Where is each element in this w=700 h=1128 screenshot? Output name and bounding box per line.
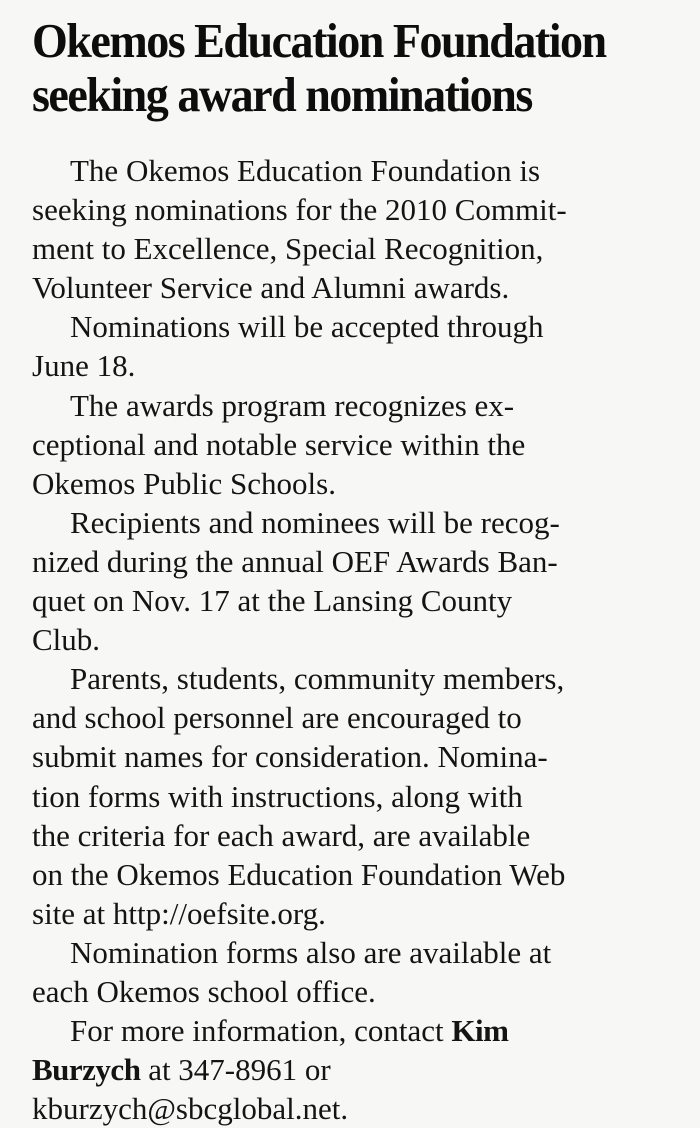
text-line: and school personnel are encouraged to — [32, 700, 522, 736]
text-line: tion forms with instructions, along with — [32, 778, 523, 814]
text-line: quet on Nov. 17 at the Lansing County — [32, 583, 513, 619]
paragraph-nominations-intro — [32, 151, 692, 307]
paragraph-who-can-nominate — [32, 659, 692, 933]
text-line: Parents, students, community members, — [70, 661, 565, 697]
contact-first-name: Kim — [451, 1013, 509, 1049]
text-line: Club. — [32, 622, 101, 658]
paragraph-deadline — [32, 307, 692, 385]
text-line: site at http://oefsite.org. — [32, 895, 326, 931]
text-line: the criteria for each award, are available — [32, 817, 531, 853]
paragraph-forms-availability — [32, 933, 692, 1011]
text-line: seeking nominations for the 2010 Commit- — [32, 192, 567, 228]
contact-last-name: Burzych — [32, 1052, 141, 1088]
paragraph-banquet — [32, 503, 692, 659]
text-line: June 18. — [32, 348, 136, 384]
text-line: each Okemos school office. — [32, 973, 376, 1009]
paragraph-contact — [32, 1011, 692, 1128]
text-line: ceptional and notable service within the — [32, 426, 526, 462]
text-line: The Okemos Education Foundation is — [70, 153, 541, 188]
text-line: Volunteer Service and Alumni awards. — [32, 270, 510, 306]
text-line: Nomination forms also are available at — [70, 934, 552, 970]
headline-line-1: Okemos Education Foundation — [31, 13, 606, 68]
contact-email: kburzych@sbcglobal.net. — [32, 1091, 349, 1127]
text-line: Recipients and nominees will be recog- — [70, 504, 560, 540]
text-line: on the Okemos Education Foundation Web — [32, 856, 566, 892]
contact-prefix: For more information, contact — [70, 1013, 452, 1049]
headline — [0, 0, 690, 122]
article-body — [32, 151, 692, 1128]
text-line: Nominations will be accepted through — [70, 309, 544, 345]
text-line: nized during the annual OEF Awards Ban- — [32, 543, 558, 579]
text-line: Okemos Public Schools. — [32, 465, 336, 501]
text-line: ment to Excellence, Special Recognition, — [32, 231, 544, 267]
contact-line-1 — [32, 1011, 692, 1050]
text-line: The awards program recognizes ex- — [70, 387, 515, 423]
contact-line-2 — [32, 1050, 692, 1089]
headline-line-2: seeking award nominations — [31, 67, 532, 122]
text-line: submit names for consideration. Nomina- — [32, 739, 548, 775]
paragraph-program — [32, 386, 692, 503]
contact-phone-text: at 347-8961 or — [140, 1052, 331, 1088]
